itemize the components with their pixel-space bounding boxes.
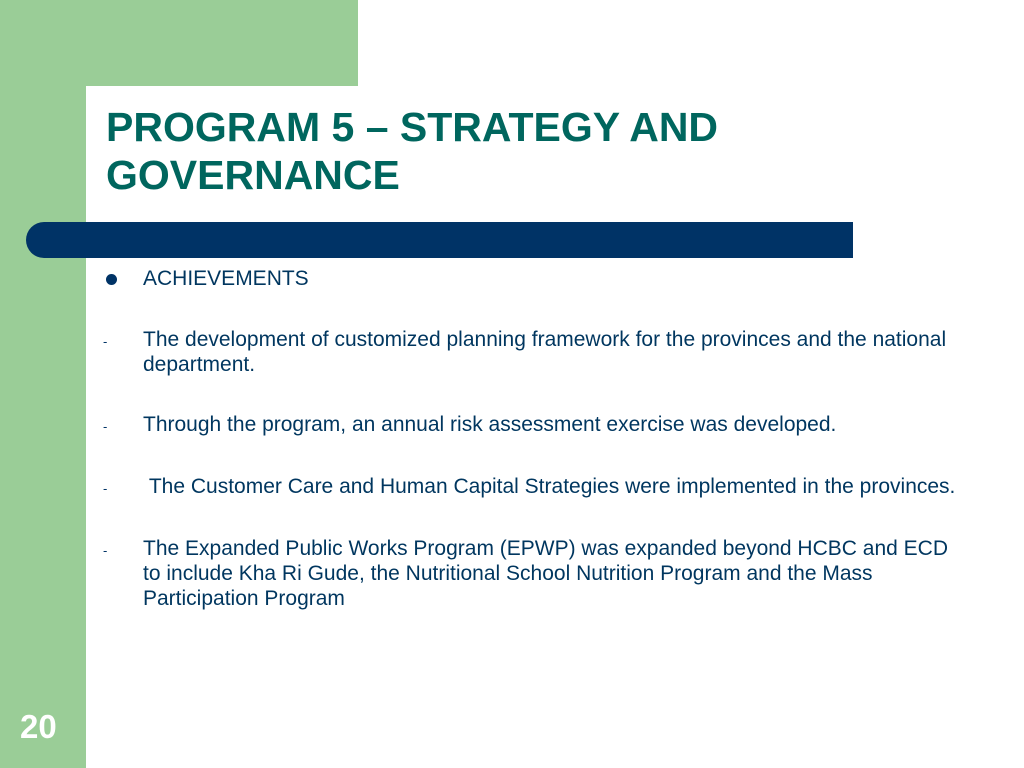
slide-title bbox=[106, 103, 866, 199]
list-item bbox=[103, 412, 963, 439]
list-item-text: The development of customized planning framework for the provinces and the national department. bbox=[143, 328, 952, 376]
slide-body bbox=[103, 266, 963, 646]
list-item-text: Through the program, an annual risk assessment exercise was developed. bbox=[143, 413, 837, 436]
top-green-band bbox=[0, 0, 358, 86]
list-item bbox=[103, 327, 963, 377]
achievements-heading-row bbox=[103, 266, 963, 291]
left-green-band bbox=[0, 0, 86, 768]
bullet-icon bbox=[106, 274, 117, 285]
list-item-text: The Expanded Public Works Program (EPWP) was expanded beyond HCBC and ECD to include Kha Ri Gude, the Nutritional School Nutrition Program and the Mass Participation Program bbox=[143, 537, 954, 610]
title-divider-bar bbox=[26, 222, 853, 258]
slide-title-line-1: PROGRAM 5 – STRATEGY AND bbox=[106, 104, 719, 150]
list-item-text: The Customer Care and Human Capital Strategies were implemented in the provinces. bbox=[143, 475, 956, 498]
achievements-heading: ACHIEVEMENTS bbox=[143, 267, 309, 290]
dash-marker: - bbox=[103, 481, 108, 496]
list-item bbox=[103, 536, 963, 611]
list-item bbox=[103, 474, 963, 501]
dash-marker: - bbox=[103, 419, 108, 434]
dash-marker: - bbox=[103, 543, 108, 558]
page-number: 20 bbox=[20, 708, 57, 745]
dash-marker: - bbox=[103, 334, 108, 349]
slide-title-line-2: GOVERNANCE bbox=[106, 152, 400, 198]
